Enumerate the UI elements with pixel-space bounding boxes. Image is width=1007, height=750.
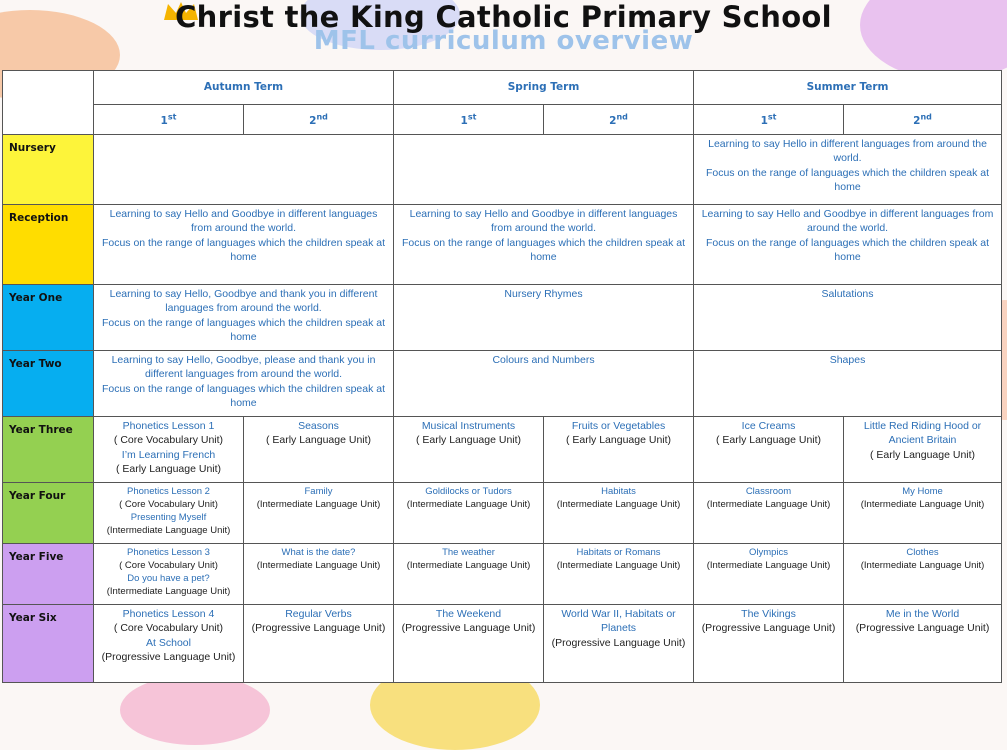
- cell-year-three-summer-1: [694, 417, 844, 483]
- cell-year-five-autumn-2: [244, 544, 394, 605]
- cell-topic: Musical Instruments: [421, 420, 516, 432]
- cell-unit: (Intermediate Language Unit): [256, 560, 381, 571]
- cell-topic: Habitats or Romans: [576, 547, 661, 558]
- cell-year-six-summer-1: [694, 605, 844, 683]
- cell-unit: ( Early Language Unit): [115, 463, 222, 476]
- cell-year-four-autumn-1: [94, 483, 244, 544]
- cell-unit: (Progressive Language Unit): [701, 622, 836, 635]
- cell-unit: ( Early Language Unit): [565, 434, 672, 447]
- cell-unit: (Intermediate Language Unit): [406, 560, 531, 571]
- cell-topic: World War II, Habitats or Planets: [561, 608, 676, 635]
- cell-text: Focus on the range of languages which the children speak at home: [101, 236, 386, 264]
- cell-unit: ( Core Vocabulary Unit): [113, 434, 224, 447]
- cell-unit: (Intermediate Language Unit): [556, 560, 681, 571]
- cell-topic: The Vikings: [741, 608, 796, 620]
- cell-year-five-spring-2: [544, 544, 694, 605]
- term-header-spring: Spring Term: [394, 71, 694, 105]
- half-label: 1st: [460, 112, 477, 128]
- cell-topic: Regular Verbs: [285, 608, 352, 620]
- half-header-summer-1: [694, 105, 844, 135]
- row-year-one: [3, 285, 1002, 351]
- cell-topic: I’m Learning French: [121, 448, 216, 461]
- page-title: Christ the King Catholic Primary School: [175, 0, 832, 34]
- cell-text: Learning to say Hello and Goodbye in different languages from around the world.: [109, 208, 378, 235]
- cell-unit: (Intermediate Language Unit): [556, 499, 681, 510]
- cell-year-five-summer-2: [844, 544, 1002, 605]
- cell-unit: (Intermediate Language Unit): [406, 499, 531, 510]
- cell-year-one-summer: Salutations: [694, 285, 1002, 351]
- cell-text: Learning to say Hello and Goodbye in different languages from around the world.: [701, 208, 994, 235]
- cell-topic: Ice Creams: [741, 420, 796, 432]
- cell-topic: Phonetics Lesson 3: [127, 547, 210, 558]
- cell-year-six-summer-2: [844, 605, 1002, 683]
- cell-year-four-spring-1: [394, 483, 544, 544]
- half-header-autumn-1: [94, 105, 244, 135]
- cell-unit: (Intermediate Language Unit): [860, 560, 985, 571]
- cell-year-six-spring-2: [544, 605, 694, 683]
- cell-year-three-spring-1: [394, 417, 544, 483]
- year-label-year-three: Year Three: [3, 417, 94, 483]
- cell-year-three-spring-2: [544, 417, 694, 483]
- half-label: 2nd: [913, 112, 932, 128]
- row-year-five: [3, 544, 1002, 605]
- year-label-year-two: Year Two: [3, 351, 94, 417]
- cell-unit: (Progressive Language Unit): [251, 622, 386, 635]
- background-blob-pink: [120, 675, 270, 745]
- row-year-two: [3, 351, 1002, 417]
- cell-text: Focus on the range of languages which the children speak at home: [705, 236, 990, 264]
- cell-topic: Phonetics Lesson 1: [122, 420, 215, 432]
- half-label: 2nd: [309, 112, 328, 128]
- cell-year-four-spring-2: [544, 483, 694, 544]
- cell-year-three-autumn-1: [94, 417, 244, 483]
- cell-year-three-summer-2: [844, 417, 1002, 483]
- cell-year-five-spring-1: [394, 544, 544, 605]
- cell-year-two-spring: Colours and Numbers: [394, 351, 694, 417]
- year-label-year-five: Year Five: [3, 544, 94, 605]
- half-label: 1st: [760, 112, 777, 128]
- term-header-autumn: Autumn Term: [94, 71, 394, 105]
- cell-reception-spring: [394, 205, 694, 285]
- cell-unit: ( Core Vocabulary Unit): [119, 499, 218, 510]
- row-year-three: [3, 417, 1002, 483]
- row-year-four: [3, 483, 1002, 544]
- half-term-header-row: [3, 105, 1002, 135]
- cell-year-four-autumn-2: [244, 483, 394, 544]
- cell-year-two-autumn: [94, 351, 394, 417]
- cell-year-three-autumn-2: [244, 417, 394, 483]
- cell-topic: Family: [304, 486, 333, 497]
- cell-topic: Phonetics Lesson 2: [127, 486, 210, 497]
- cell-unit: (Intermediate Language Unit): [706, 499, 831, 510]
- year-label-reception: Reception: [3, 205, 94, 285]
- cell-topic: Do you have a pet?: [127, 573, 210, 584]
- cell-unit: ( Core Vocabulary Unit): [119, 560, 218, 571]
- page-subtitle: MFL curriculum overview: [313, 26, 694, 56]
- cell-unit: ( Early Language Unit): [415, 434, 522, 447]
- cell-topic: Clothes: [906, 547, 939, 558]
- cell-unit: (Intermediate Language Unit): [860, 499, 985, 510]
- cell-year-one-autumn: [94, 285, 394, 351]
- half-header-summer-2: [844, 105, 1002, 135]
- cell-text: Learning to say Hello in different languages from around the world.: [708, 138, 987, 165]
- cell-topic: The Weekend: [435, 608, 502, 620]
- cell-reception-summer: [694, 205, 1002, 285]
- row-reception: [3, 205, 1002, 285]
- cell-topic: What is the date?: [281, 547, 356, 558]
- cell-year-five-autumn-1: [94, 544, 244, 605]
- cell-topic: Classroom: [745, 486, 792, 497]
- cell-unit: ( Early Language Unit): [265, 434, 372, 447]
- cell-topic: Little Red Riding Hood or Ancient Britain: [863, 420, 982, 447]
- cell-nursery-spring: [394, 135, 694, 205]
- term-header-row: [3, 71, 1002, 105]
- cell-topic: Olympics: [748, 547, 789, 558]
- cell-year-six-autumn-2: [244, 605, 394, 683]
- cell-text: Learning to say Hello, Goodbye and thank you in different languages from around the world.: [109, 288, 378, 315]
- cell-year-five-summer-1: [694, 544, 844, 605]
- row-nursery: [3, 135, 1002, 205]
- cell-unit: (Progressive Language Unit): [551, 636, 686, 649]
- cell-year-one-spring: Nursery Rhymes: [394, 285, 694, 351]
- cell-text: Focus on the range of languages which the children speak at home: [401, 236, 686, 264]
- half-label: 1st: [160, 112, 177, 128]
- cell-text: Learning to say Hello, Goodbye, please and thank you in different languages from around the world.: [111, 354, 376, 381]
- cell-nursery-autumn: [94, 135, 394, 205]
- cell-text: Focus on the range of languages which the children speak at home: [705, 166, 990, 194]
- corner-cell: [3, 71, 94, 135]
- cell-topic: Seasons: [298, 420, 339, 432]
- cell-year-four-summer-2: [844, 483, 1002, 544]
- cell-unit: (Intermediate Language Unit): [256, 499, 381, 510]
- cell-year-two-summer: Shapes: [694, 351, 1002, 417]
- half-label: 2nd: [609, 112, 628, 128]
- term-header-summer: Summer Term: [694, 71, 1002, 105]
- curriculum-table: [2, 70, 1002, 683]
- cell-topic: Fruits or Vegetables: [571, 420, 666, 432]
- cell-text: Focus on the range of languages which the children speak at home: [101, 382, 386, 410]
- cell-reception-autumn: [94, 205, 394, 285]
- cell-unit: (Intermediate Language Unit): [106, 525, 231, 536]
- cell-topic: Habitats: [601, 486, 636, 497]
- cell-topic: At School: [146, 636, 191, 649]
- cell-unit: ( Core Vocabulary Unit): [113, 622, 224, 635]
- cell-text: Learning to say Hello and Goodbye in different languages from around the world.: [409, 208, 678, 235]
- cell-nursery-summer: [694, 135, 1002, 205]
- year-label-nursery: Nursery: [3, 135, 94, 205]
- half-header-spring-1: [394, 105, 544, 135]
- cell-topic: The weather: [442, 547, 495, 558]
- cell-unit: (Intermediate Language Unit): [106, 586, 231, 597]
- cell-unit: ( Early Language Unit): [715, 434, 822, 447]
- half-header-spring-2: [544, 105, 694, 135]
- cell-unit: ( Early Language Unit): [869, 448, 976, 461]
- year-label-year-six: Year Six: [3, 605, 94, 683]
- cell-unit: (Progressive Language Unit): [855, 622, 990, 635]
- cell-topic: My Home: [902, 486, 943, 497]
- cell-topic: Me in the World: [885, 608, 960, 620]
- cell-unit: (Progressive Language Unit): [401, 622, 536, 635]
- cell-topic: Goldilocks or Tudors: [425, 486, 512, 497]
- cell-unit: (Intermediate Language Unit): [706, 560, 831, 571]
- cell-text: Focus on the range of languages which the children speak at home: [101, 316, 386, 344]
- cell-unit: (Progressive Language Unit): [101, 651, 236, 664]
- year-label-year-four: Year Four: [3, 483, 94, 544]
- cell-topic: Presenting Myself: [130, 512, 207, 523]
- cell-topic: Phonetics Lesson 4: [122, 608, 215, 620]
- half-header-autumn-2: [244, 105, 394, 135]
- cell-year-six-autumn-1: [94, 605, 244, 683]
- cell-year-four-summer-1: [694, 483, 844, 544]
- year-label-year-one: Year One: [3, 285, 94, 351]
- row-year-six: [3, 605, 1002, 683]
- cell-year-six-spring-1: [394, 605, 544, 683]
